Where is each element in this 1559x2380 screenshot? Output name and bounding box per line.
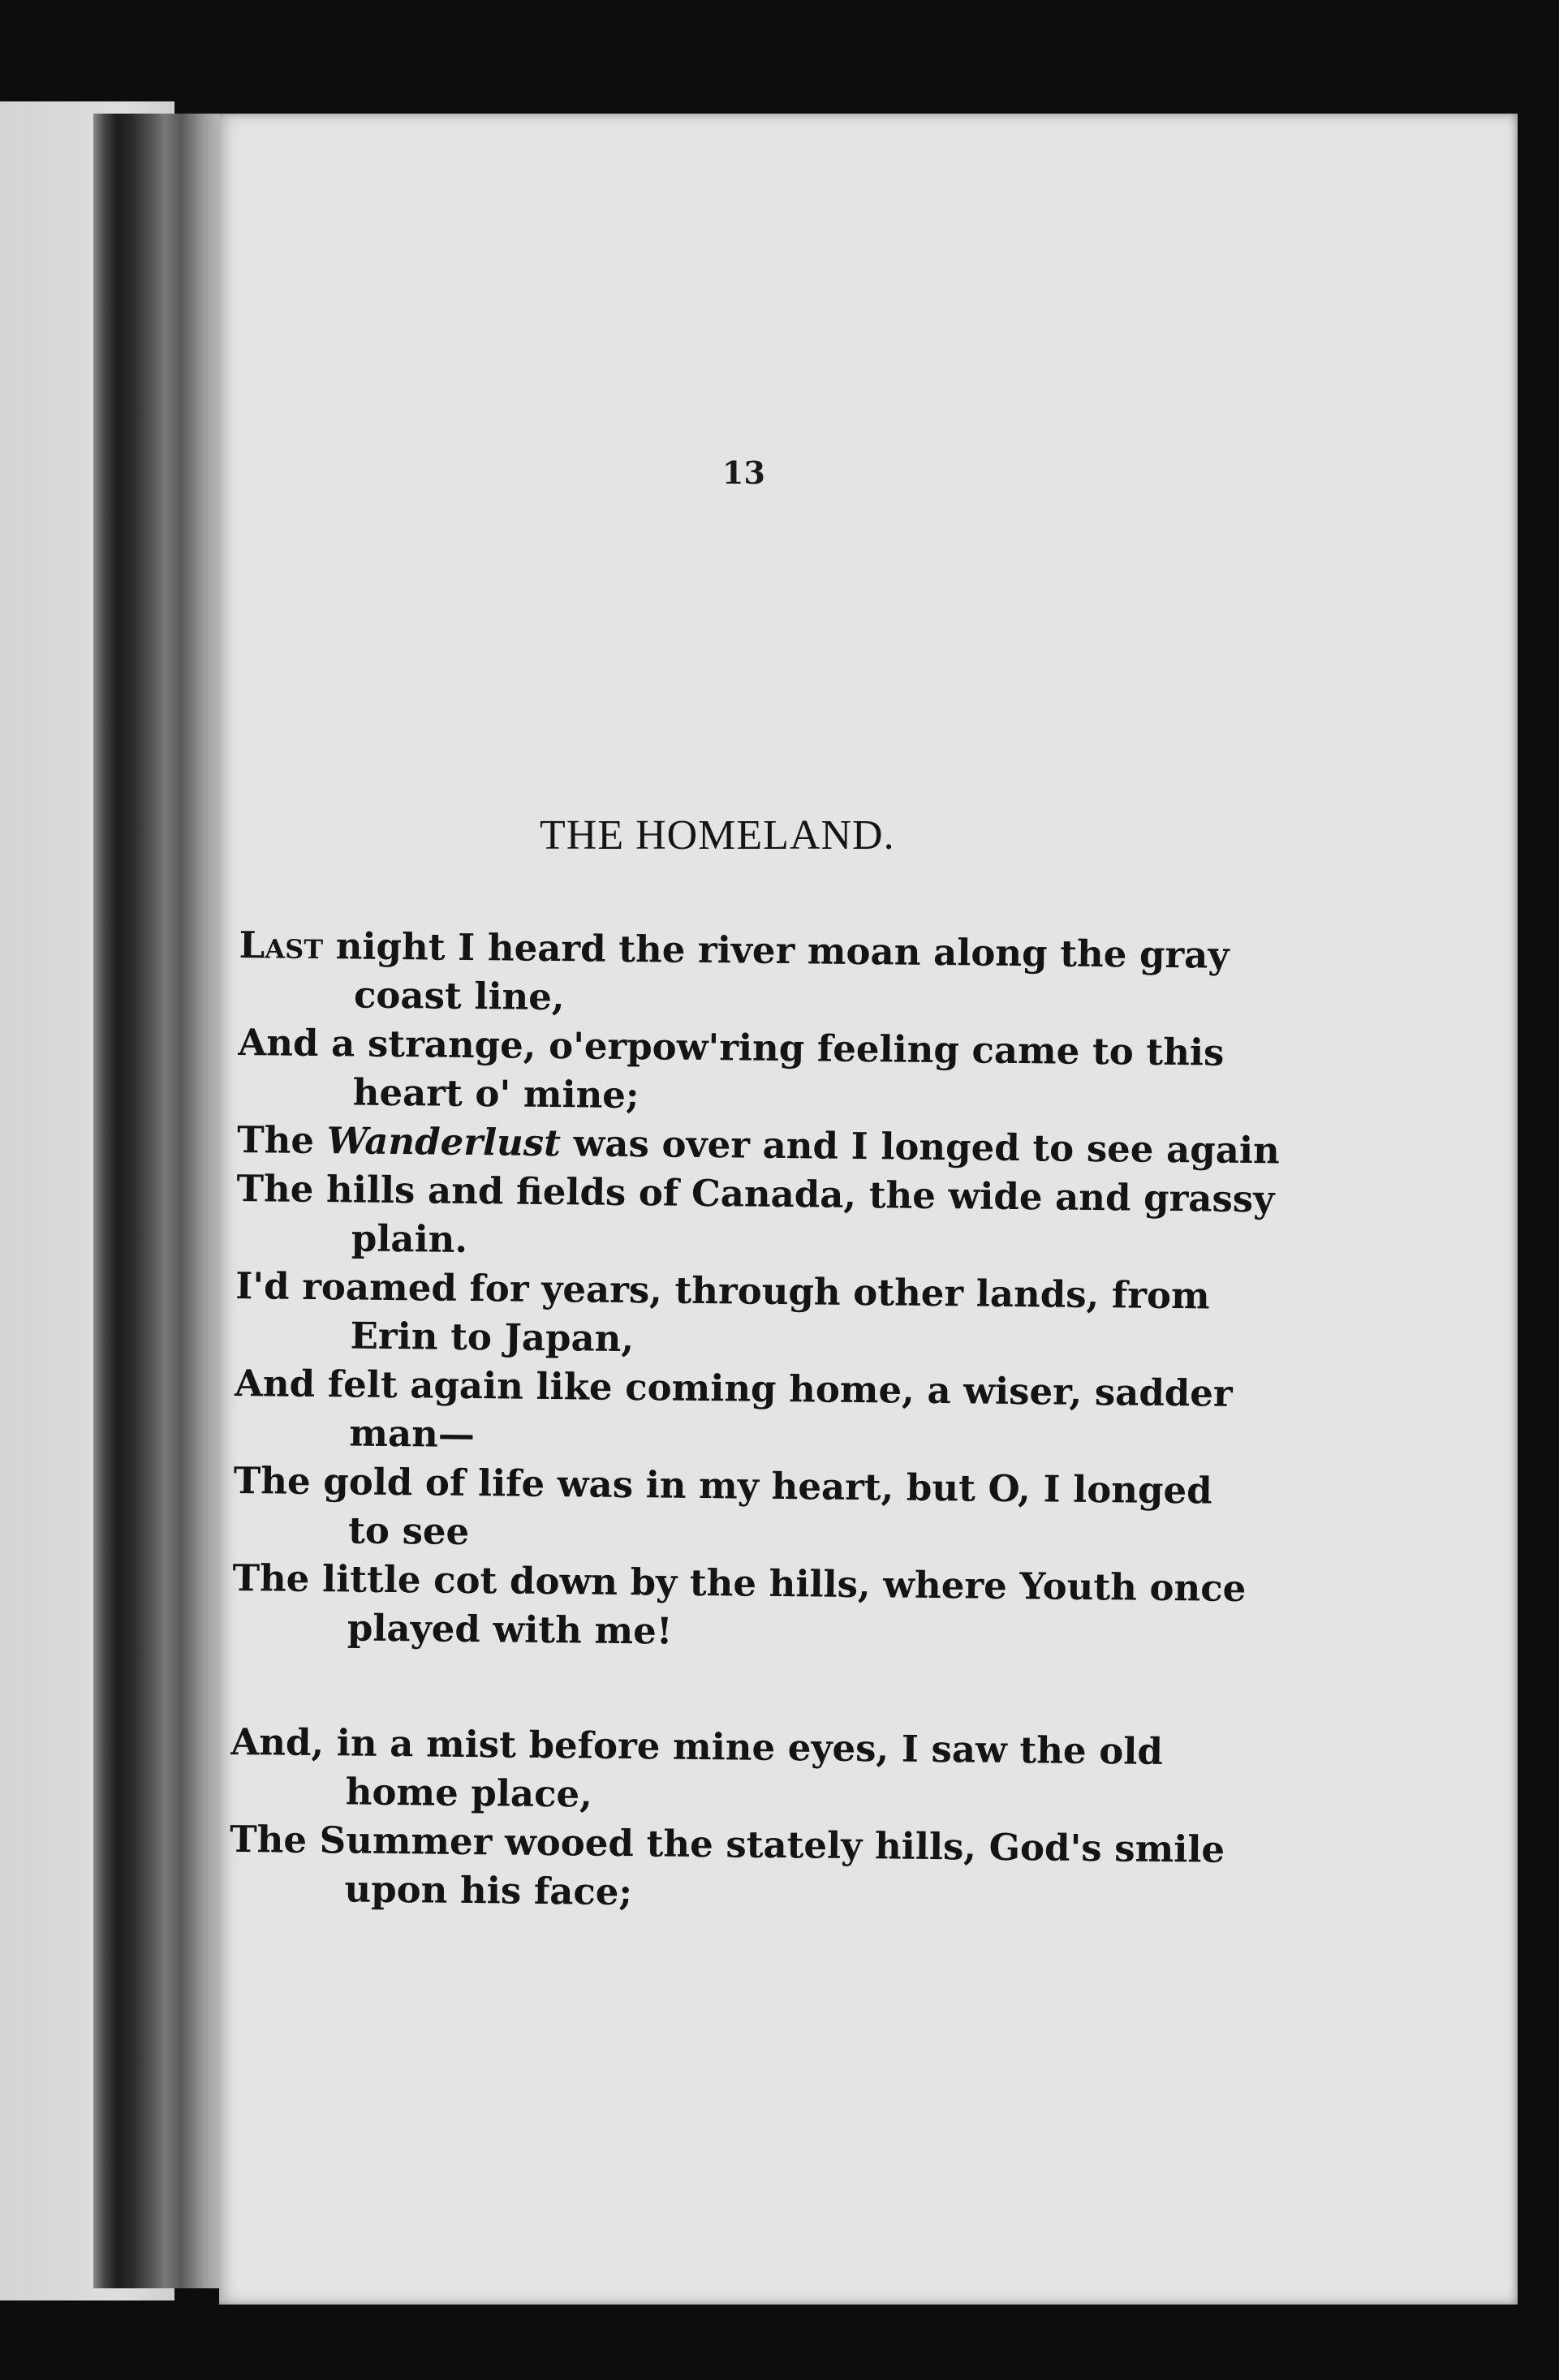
page-number: 13 [722,454,765,491]
verse-line-continuation: played with me! [347,1606,673,1653]
verse-line-continuation: coast line, [353,973,565,1019]
verse-line [230,1718,1245,1826]
verse-line-first: The Summer wooed the stately hills, God's smile [229,1817,1225,1871]
poem-title: THE HOMELAND. [540,812,895,859]
verse-line-continuation: Erin to Japan, [350,1314,635,1361]
verse-text: The [236,1117,327,1163]
drop-word: Last [239,923,324,968]
verse-line-first: I'd roamed for years, through other lands, from [235,1263,1210,1318]
verse-line [237,1018,1252,1126]
verse-line-continuation: upon his face; [344,1867,633,1914]
verse-line-continuation: home place, [345,1770,593,1816]
verse-line-continuation: plain. [351,1216,468,1261]
verse-line-first: The gold of life was in my heart, but O, I longed [233,1458,1212,1513]
verse-line [236,1164,1275,1272]
verse-line-first: And felt again like coming home, a wiser, sadder [234,1361,1233,1415]
stanza [232,921,1280,1662]
verse-text: was over and I longed to see again [560,1121,1280,1173]
stanza [229,1718,1245,1923]
verse-line [234,1359,1249,1467]
verse-line [232,1554,1247,1662]
verse-line [229,1815,1244,1923]
emphasized-word: Wanderlust [326,1119,562,1165]
verse-line-continuation: man— [349,1411,476,1457]
verse-line [235,1262,1250,1370]
verse-line-continuation: heart o' mine; [352,1070,640,1117]
verse-line-continuation: to see [347,1508,470,1554]
verse-line-first: The little cot down by the hills, where Youth once [232,1556,1247,1611]
verse-line-first: And, in a mist before mine eyes, I saw the old [230,1719,1164,1773]
verse-text: night I heard the river moan along the gray [322,924,1230,977]
verse-line [239,921,1254,1029]
verse-line-first: The hills and fields of Canada, the wide and grassy [236,1166,1275,1221]
poem-body [228,921,1280,1990]
verse-line [233,1457,1248,1564]
verse-line-first: And a strange, o'erpow'ring feeling came to this [238,1020,1225,1074]
book-spine [93,114,223,2288]
